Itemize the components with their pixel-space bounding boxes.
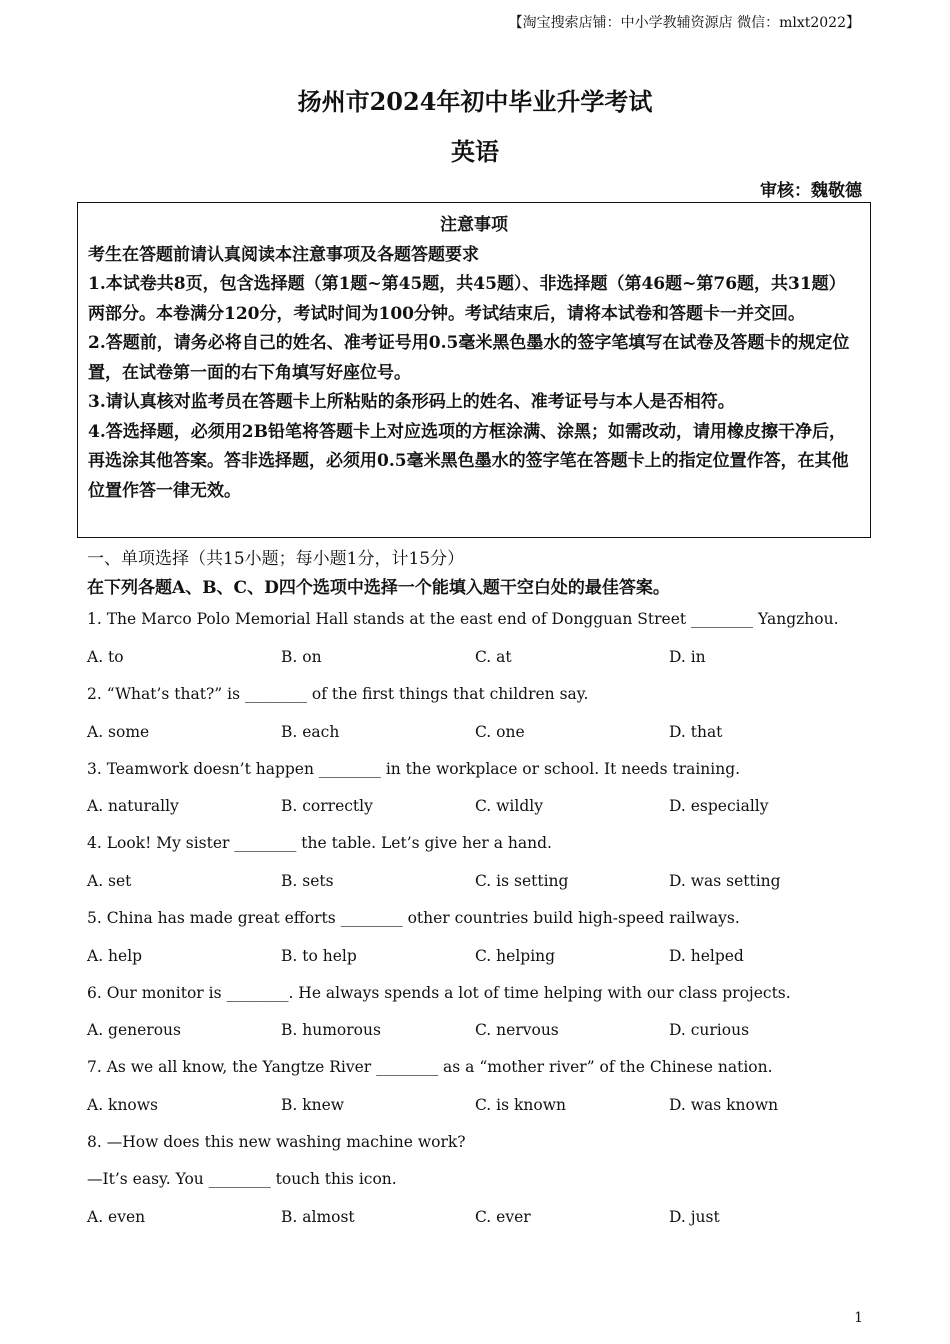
option-b: B. on	[281, 648, 322, 666]
option-b: B. sets	[281, 872, 334, 890]
option-d: D. in	[669, 648, 706, 666]
option-a: A. generous	[87, 1021, 181, 1039]
section-instruction: 在下列各题A、B、C、D四个选项中选择一个能填入题干空白处的最佳答案。	[87, 578, 670, 598]
option-b: B. each	[281, 723, 340, 741]
question-text: 1. The Marco Polo Memorial Hall stands at the east end of Dongguan Street ________ Yangzhou.	[87, 610, 839, 628]
option-a: A. set	[87, 872, 132, 890]
exam-subject: 英语	[451, 137, 499, 166]
question-text: 2. “What’s that?” is ________ of the first things that children say.	[87, 685, 589, 703]
question-text: 4. Look! My sister ________ the table. Let’s give her a hand.	[87, 834, 552, 852]
question-text: 3. Teamwork doesn’t happen ________ in the workplace or school. It needs training.	[87, 760, 741, 778]
option-a: A. to	[87, 648, 124, 666]
notice-line: 3.请认真核对监考员在答题卡上所粘贴的条形码上的姓名、准考证号与本人是否相符。	[88, 392, 735, 412]
question-text: 7. As we all know, the Yangtze River ________ as a “mother river” of the Chinese nation.	[87, 1058, 773, 1076]
option-c: C. wildly	[475, 797, 543, 815]
option-c: C. is setting	[475, 872, 569, 890]
question-text: 8. —How does this new washing machine work?	[87, 1133, 466, 1151]
exam-title: 扬州市2024年初中毕业升学考试	[297, 87, 653, 116]
option-c: C. nervous	[475, 1021, 559, 1039]
option-b: B. humorous	[281, 1021, 381, 1039]
option-c: C. at	[475, 648, 512, 666]
page-number: 1	[854, 1310, 863, 1326]
option-d: D. was known	[669, 1096, 779, 1114]
option-c: C. is known	[475, 1096, 566, 1114]
option-d: D. curious	[669, 1021, 750, 1039]
question-text: 5. China has made great efforts ________ other countries build high-speed railways.	[87, 909, 740, 927]
notice-heading: 注意事项	[440, 215, 508, 235]
notice-line: 1.本试卷共8页，包含选择题（第1题~第45题，共45题）、非选择题（第46题~第76题，共31题）两部分。本卷满分120分，考试时间为100分钟。考试结束后，请将本试卷和答题卡一并交回。	[88, 274, 846, 324]
option-d: D. helped	[669, 947, 744, 965]
notice-line: 2.答题前，请务必将自己的姓名、准考证号用0.5毫米黑色墨水的签字笔填写在试卷及答题卡的规定位置，在试卷第一面的右下角填写好座位号。	[88, 333, 850, 383]
option-c: C. helping	[475, 947, 556, 965]
option-b: B. knew	[281, 1096, 345, 1114]
option-d: D. just	[669, 1208, 720, 1226]
option-d: D. especially	[669, 797, 769, 815]
header-note: 【淘宝搜索店铺：中小学教辅资源店 微信：mlxt2022】	[508, 15, 860, 31]
reviewer: 审核：魏敬德	[760, 181, 862, 201]
option-d: D. was setting	[669, 872, 781, 890]
option-b: B. correctly	[281, 797, 373, 815]
option-c: C. ever	[475, 1208, 531, 1226]
section-title: 一、单项选择（共15小题；每小题1分，计15分）	[87, 549, 465, 569]
option-a: A. knows	[87, 1096, 158, 1114]
option-d: D. that	[669, 723, 723, 741]
notice-line: 4.答选择题，必须用2B铅笔将答题卡上对应选项的方框涂满、涂黑；如需改动，请用橡皮擦干净后，再选涂其他答案。答非选择题，必须用0.5毫米黑色墨水的签字笔在答题卡上的指定位置作答，在其他位置作答一律无效。	[88, 421, 849, 501]
question-text-reply: —It’s easy. You ________ touch this icon.	[87, 1170, 397, 1188]
option-a: A. even	[87, 1208, 146, 1226]
notice-line: 考生在答题前请认真阅读本注意事项及各题答题要求	[88, 244, 479, 265]
option-a: A. some	[87, 723, 150, 741]
option-a: A. naturally	[87, 797, 179, 815]
option-a: A. help	[87, 947, 143, 965]
option-c: C. one	[475, 723, 525, 741]
question-text: 6. Our monitor is ________. He always spends a lot of time helping with our class projects.	[87, 984, 791, 1002]
notice-box	[77, 202, 871, 538]
option-b: B. to help	[281, 947, 357, 965]
option-b: B. almost	[281, 1208, 355, 1226]
